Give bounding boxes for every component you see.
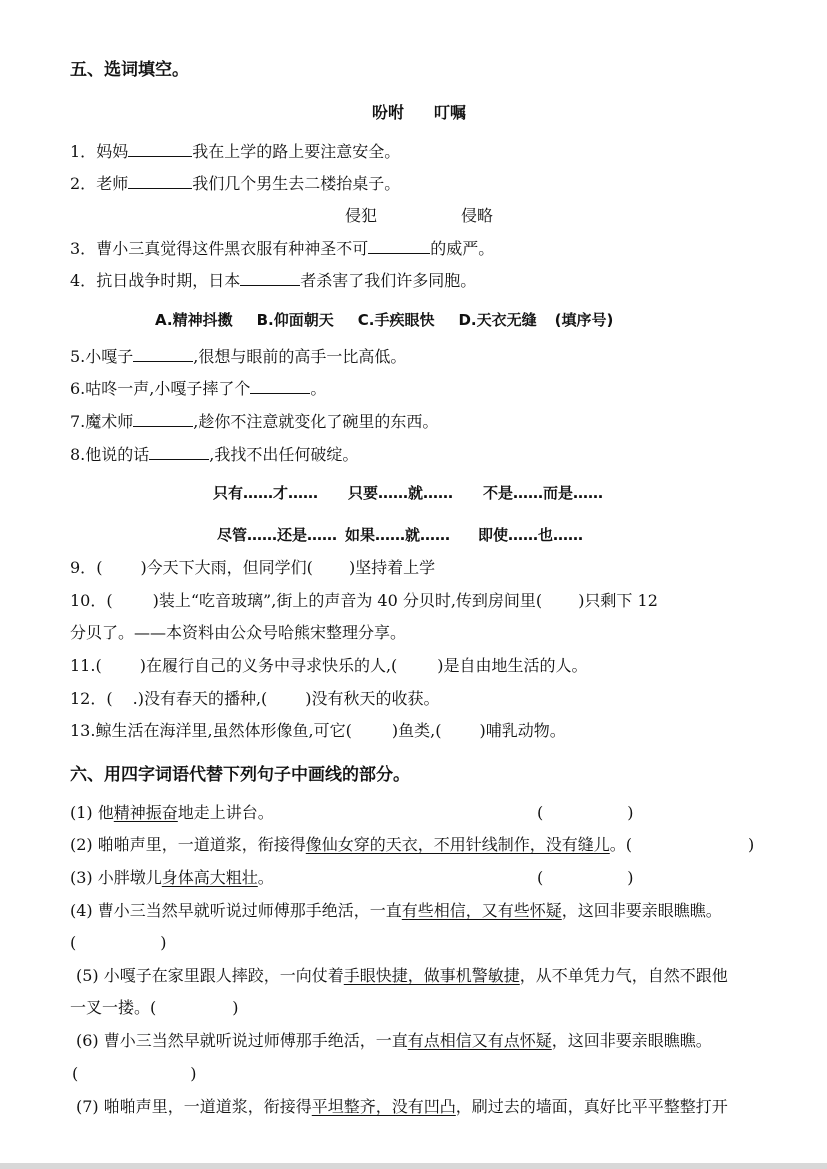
sentence-5: (5) 小嘎子在家里跟人摔跤，一向仗着手眼快捷，做事机警敏捷，从不单凭力气，自然不跟他 — [76, 966, 728, 985]
question-5: 5.小嘎子 ,很想与眼前的高手一比高低。 — [70, 347, 407, 366]
sentence-6: (6) 曹小三当然早就听说过师傅那手绝活，一直有点相信又有点怀疑，这回非要亲眼瞧瞧。 — [76, 1031, 712, 1050]
answer-blank[interactable] — [128, 173, 192, 189]
conjunction-option: 即使……也…… — [478, 526, 584, 544]
conjunction-option: 如果……就…… — [345, 526, 451, 544]
sentence-3: (3) 小胖墩儿身体高大粗壮。 — [70, 868, 274, 887]
word-option: 侵略 — [461, 206, 494, 225]
word-option: 侵犯 — [345, 206, 378, 225]
question-4: 4．抗日战争时期，日本 者杀害了我们许多同胞。 — [70, 271, 477, 290]
idiom-option-b: B.仰面朝天 — [256, 311, 334, 329]
sentence-5-line2: 一叉一搂。( ) — [70, 998, 239, 1017]
answer-paren-2-close[interactable]: ) — [748, 835, 755, 854]
section-6-title: 六、用四字词语代替下列句子中画线的部分。 — [70, 765, 410, 785]
underlined-phrase: 有些相信，又有些怀疑 — [401, 901, 562, 920]
underlined-phrase: 平坦整齐，没有凹凸 — [311, 1097, 456, 1116]
word-group-2 — [345, 205, 493, 227]
sentence-2: (2) 啪啪声里，一道道浆，衔接得像仙女穿的天衣，不用针线制作，没有缝儿。( — [70, 835, 633, 854]
answer-paren-3[interactable]: ( ) — [537, 868, 634, 887]
sentence-1: (1) 他精神振奋地走上讲台。 — [70, 803, 274, 822]
question-13: 13.鲸生活在海洋里,虽然体形像鱼,可它( )鱼类,( )哺乳动物。 — [70, 721, 566, 740]
answer-blank[interactable] — [133, 411, 193, 427]
answer-blank[interactable] — [368, 238, 430, 254]
answer-blank[interactable] — [133, 346, 193, 362]
answer-paren-1[interactable]: ( ) — [537, 803, 634, 822]
question-6: 6.咕咚一声,小嘎子摔了个 。 — [70, 379, 327, 398]
question-10: 10．( )装上“吃音玻璃”,街上的声音为 40 分贝时,传到房间里( )只剩下 12 — [70, 591, 658, 610]
answer-blank[interactable] — [250, 378, 310, 394]
conjunction-option: 不是……而是…… — [483, 484, 604, 502]
underlined-phrase: 手眼快捷，做事机警敏捷 — [343, 966, 520, 985]
answer-blank[interactable] — [149, 444, 209, 460]
idiom-option-d: D.天衣无缝 — [458, 311, 537, 329]
conjunction-option: 只有……才…… — [213, 484, 319, 502]
conjunction-option: 只要……就…… — [348, 484, 454, 502]
question-8: 8.他说的话 ,我找不出任何破绽。 — [70, 445, 359, 464]
underlined-phrase: 精神振奋 — [113, 803, 178, 822]
word-option: 吩咐 — [372, 103, 405, 122]
answer-paren-6[interactable]: ( ) — [72, 1064, 197, 1083]
question-11: 11.( )在履行自己的义务中寻求快乐的人,( )是自由地生活的人。 — [70, 656, 588, 675]
answer-paren-4[interactable]: ( ) — [70, 933, 167, 952]
sentence-7: (7) 啪啪声里，一道道浆，衔接得平坦整齐，没有凹凸，刷过去的墙面，真好比平平整整打开 — [76, 1097, 728, 1116]
question-1: 1．妈妈 我在上学的路上要注意安全。 — [70, 142, 401, 161]
fill-instruction: (填序号) — [554, 311, 614, 329]
idiom-option-a: A.精神抖擞 — [155, 311, 233, 329]
underlined-phrase: 身体高大粗壮 — [161, 868, 258, 887]
question-12: 12．( .)没有春天的播种,( )没有秋天的收获。 — [70, 689, 440, 708]
word-group-1 — [372, 102, 466, 124]
page-bottom-edge — [0, 1163, 827, 1169]
idiom-option-c: C.手疾眼快 — [357, 311, 435, 329]
conjunction-group-row1 — [213, 482, 603, 504]
sentence-4: (4) 曹小三当然早就听说过师傅那手绝活，一直有些相信，又有些怀疑，这回非要亲眼瞧瞧。 — [70, 901, 722, 920]
underlined-phrase: 像仙女穿的天衣，不用针线制作，没有缝儿 — [305, 835, 610, 854]
question-9: 9．( )今天下大雨，但同学们( )坚持着上学 — [70, 558, 436, 577]
answer-blank[interactable] — [240, 270, 300, 286]
word-group-3 — [155, 309, 613, 331]
underlined-phrase: 有点相信又有点怀疑 — [407, 1031, 552, 1050]
question-10-line2: 分贝了。——本资料由公众号哈熊宋整理分享。 — [70, 623, 407, 642]
conjunction-group-row2 — [217, 524, 583, 546]
question-7: 7.魔术师 ,趁你不注意就变化了碗里的东西。 — [70, 412, 439, 431]
question-3: 3．曹小三真觉得这件黑衣服有种神圣不可 的威严。 — [70, 239, 495, 258]
section-5-title: 五、选词填空。 — [70, 60, 189, 80]
answer-blank[interactable] — [128, 141, 192, 157]
word-option: 叮嘱 — [434, 103, 467, 122]
question-2: 2．老师 我们几个男生去二楼抬桌子。 — [70, 174, 401, 193]
conjunction-option: 尽管……还是…… — [217, 526, 338, 544]
